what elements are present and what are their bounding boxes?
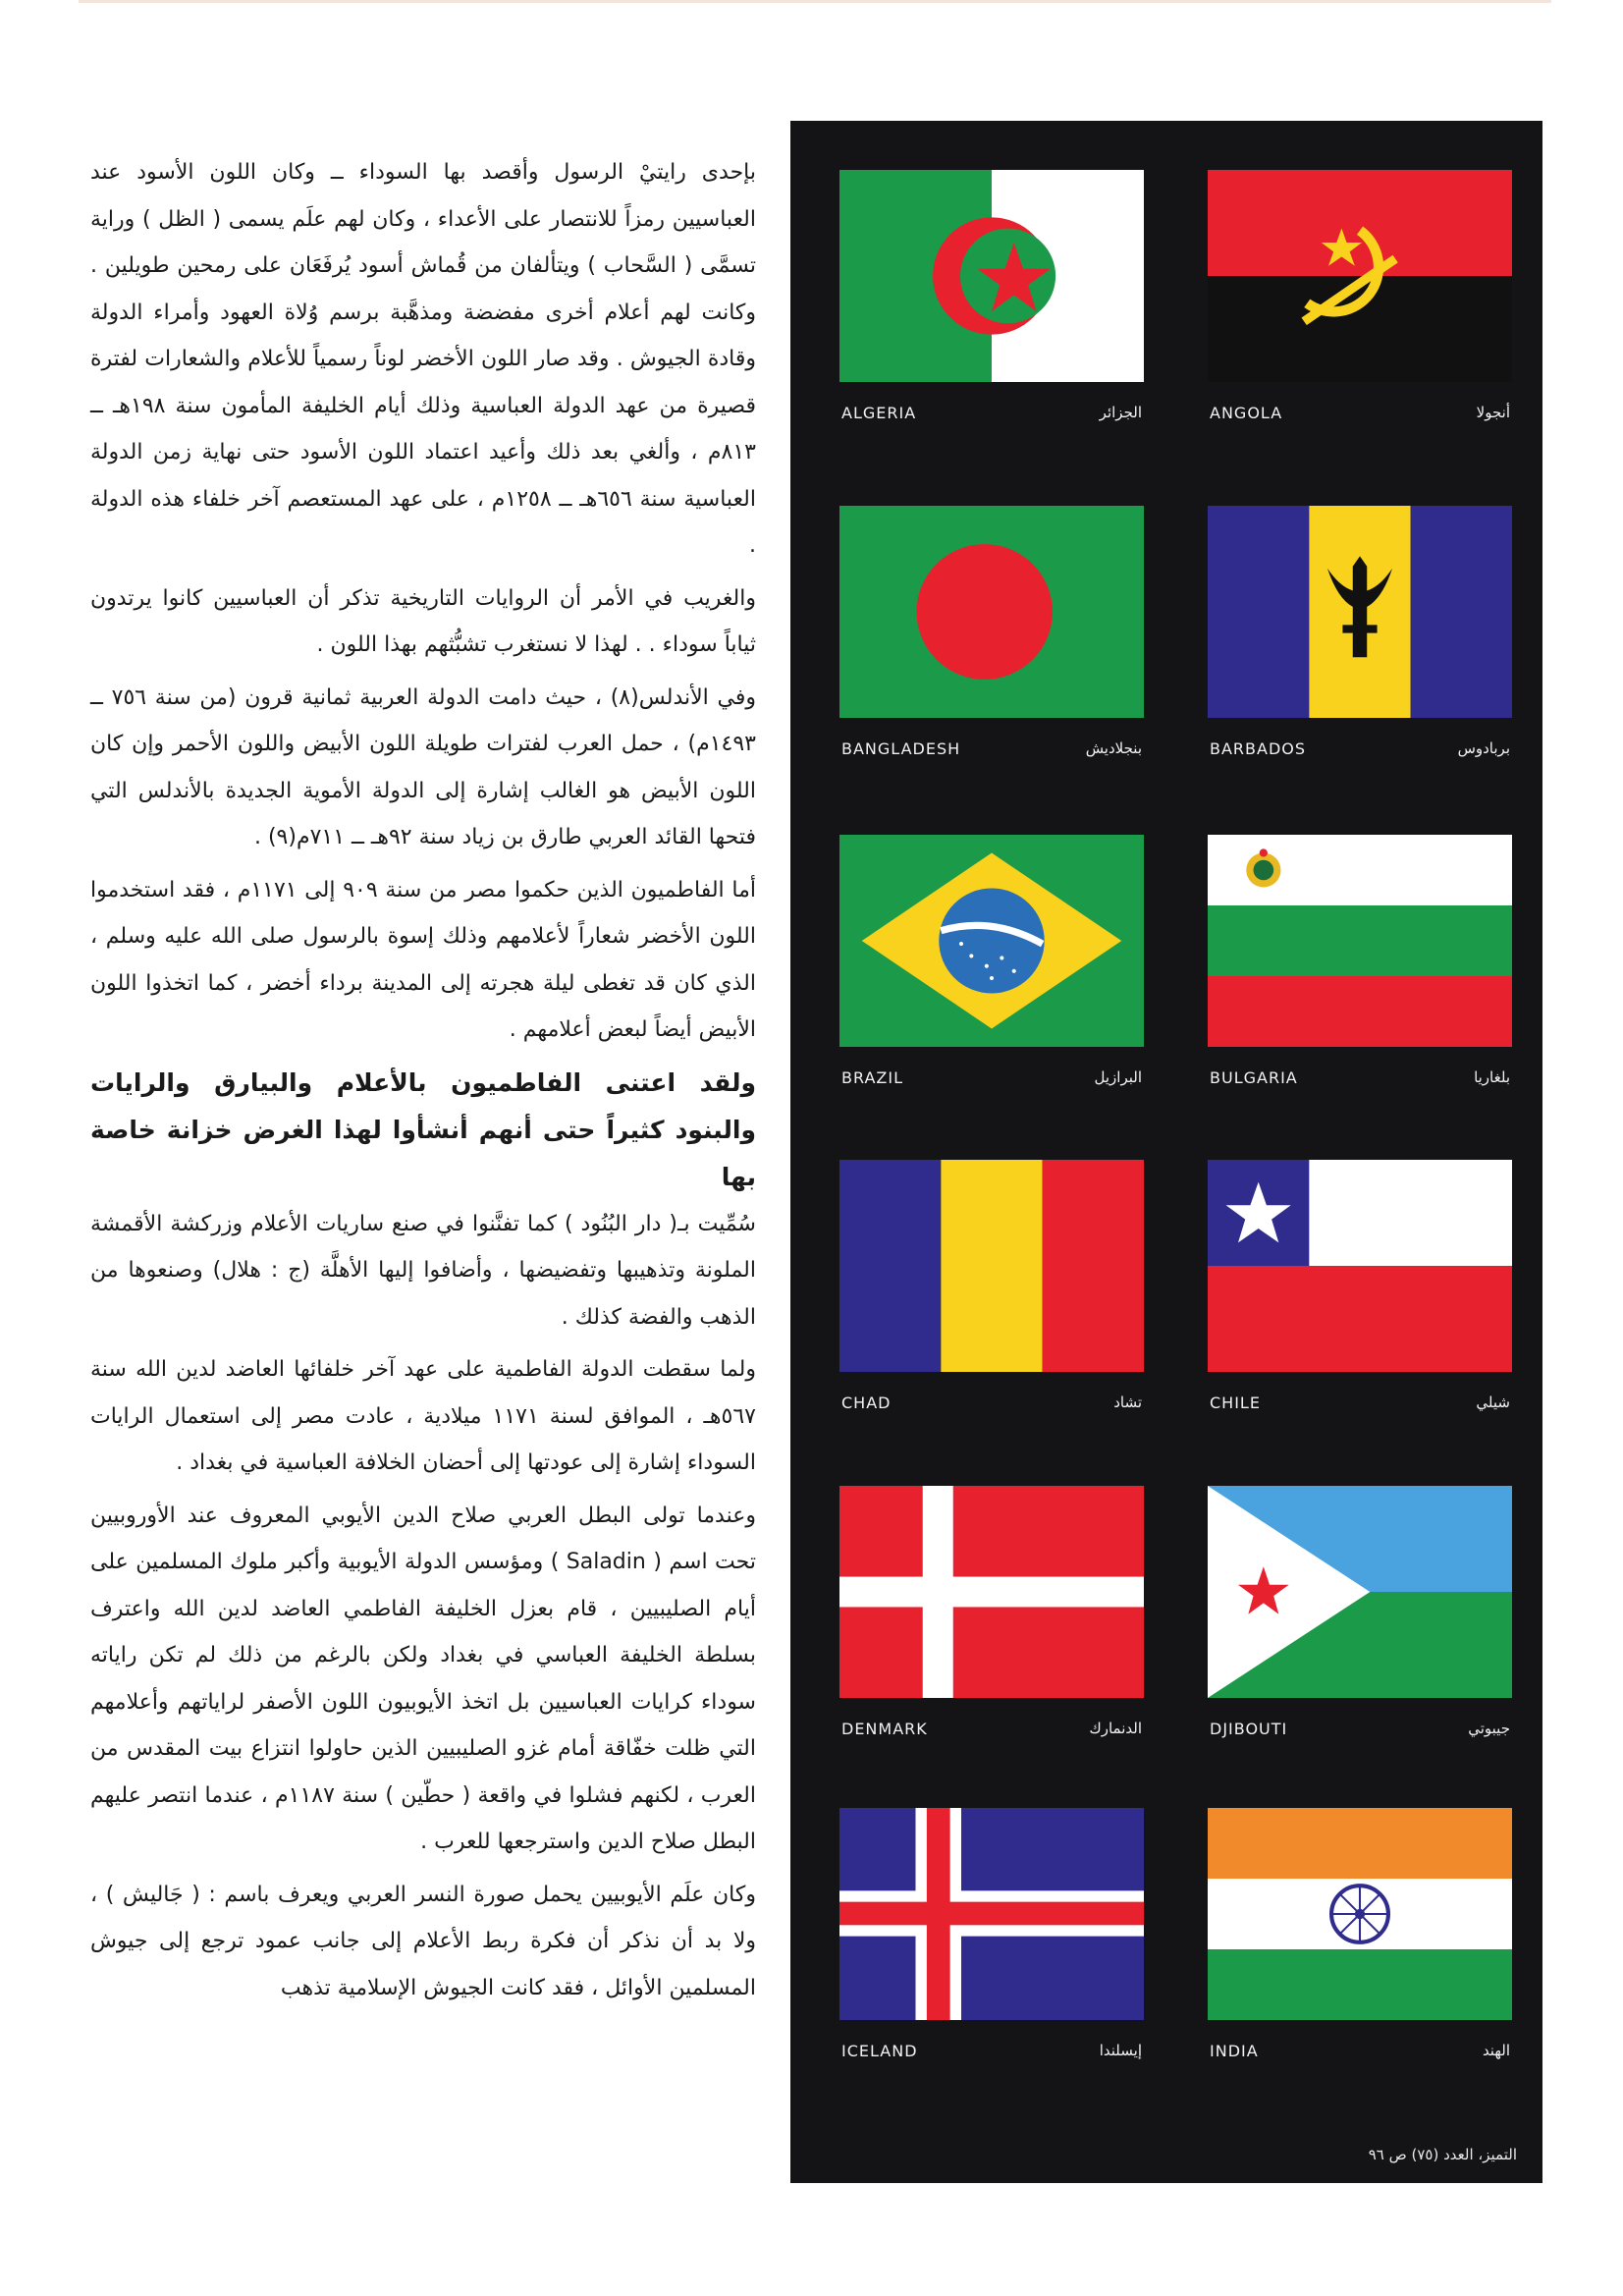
flag-cell-algeria [839,170,1144,429]
flag-name-ar: الهند [1482,2042,1510,2059]
flag-cell-chad [839,1160,1144,1419]
flag-label-iceland [839,2042,1144,2067]
flag-name-ar: بنجلاديش [1085,739,1142,757]
flag-cell-iceland [839,1808,1144,2067]
flag-label-bangladesh [839,739,1144,765]
paragraph-fall-fatimids: ولما سقطت الدولة الفاطمية على عهد آخر خلفائها العاضد لدين الله سنة ٥٦٧هـ ، الموافق لسنة ١١٧١ ميلادية ، عادت مصر إلى استعمال الرايات السوداء إشارة إلى عودتها إلى أحضان الخلافة العباسية في بغداد . [90,1357,756,1475]
flag-name-ar: أنجولا [1476,404,1510,421]
flags-panel [790,121,1542,2183]
flag-cell-chile [1208,1160,1512,1419]
flag-name-en: BANGLADESH [841,739,961,758]
paragraph-fatimid-banners: ولقد اعتنى الفاطميون بالأعلام والبيارق والرايات والبنود كثيراً حتى أنهم أنشأوا لهذا الغرض خزانة خاصة بها [90,1067,756,1191]
flag-label-brazil [839,1068,1144,1094]
flag-chad [839,1160,1144,1372]
flag-label-chad [839,1394,1144,1419]
flag-label-algeria [839,404,1144,429]
paragraph-fatimids: أما الفاطميون الذين حكموا مصر من سنة ٩٠٩ إلى ١١٧١م ، فقد استخدموا اللون الأخضر شعاراً لأعلامهم وذلك إسوة بالرسول صلى الله عليه وسلم ، الذي كان قد تغطى ليلة هجرته إلى المدينة برداء أخضر ، كما اتخذوا اللون الأبيض أيضاً لبعض أعلامهم . [90,877,756,1042]
flag-cell-bangladesh [839,506,1144,765]
flag-label-india [1208,2042,1512,2067]
flag-label-angola [1208,404,1512,429]
page-footer: التميز، العدد (٧٥) ص ٩٦ [1368,2146,1517,2163]
article-text [90,149,756,2017]
flag-label-bulgaria [1208,1068,1512,1094]
flag-name-ar: تشاد [1113,1394,1142,1411]
flag-name-ar: البرازيل [1094,1068,1142,1086]
flag-brazil [839,835,1144,1047]
flag-denmark [839,1486,1144,1698]
flag-name-en: INDIA [1210,2042,1259,2060]
paragraph-ayyubid-flag: وكان علَم الأيوبيين يحمل صورة النسر العربي ويعرف باسم : ( جَاليش ) ، ولا بد أن نذكر أن فكرة ربط الأعلام إلى جانب عمود ترجع إلى جيوش المسلمين الأوائل ، فقد كانت الجيوش الإسلامية تذهب [90,1882,756,2000]
paragraph-black-clothes: والغريب في الأمر أن الروايات التاريخية تذكر أن العباسيين كانوا يرتدون ثياباً سوداء . . لهذا لا نستغرب تشبُّثهم بهذا اللون . [90,585,756,657]
flag-name-en: BARBADOS [1210,739,1307,758]
flag-name-en: BRAZIL [841,1068,903,1087]
flag-name-en: BULGARIA [1210,1068,1298,1087]
flag-djibouti [1208,1486,1512,1698]
flag-name-ar: بربادوس [1457,739,1510,757]
flag-algeria [839,170,1144,382]
flag-label-denmark [839,1720,1144,1745]
flag-angola [1208,170,1512,382]
flag-name-en: ALGERIA [841,404,917,422]
flag-bulgaria [1208,835,1512,1047]
flag-chile [1208,1160,1512,1372]
flag-cell-djibouti [1208,1486,1512,1745]
flag-name-en: DENMARK [841,1720,928,1738]
flag-cell-brazil [839,835,1144,1094]
flag-iceland [839,1808,1144,2020]
top-rule [79,0,1551,3]
flag-cell-india [1208,1808,1512,2067]
paragraph-andalus: وفي الأندلس(٨) ، حيث دامت الدولة العربية ثمانية قرون (من سنة ٧٥٦ ــ ١٤٩٣م) ، حمل العرب لفترات طويلة اللون الأبيض واللون الأحمر وإن كان اللون الأبيض هو الغالب إشارة إلى الدولة الأموية الجديدة بالأندلس التي فتحها القائد العربي طارق بن زياد سنة ٩٢هـ ــ ٧١١م(٩) . [90,684,756,849]
paragraph-saladin: وعندما تولى البطل العربي صلاح الدين الأيوبي المعروف عند الأوروبيين تحت اسم ( Saladin ) ومؤسس الدولة الأيوبية وأكبر ملوك المسلمين على أيام الصليبيين ، قام بعزل الخليفة الفاطمي العاضد لدين الله واعترف بسلطة الخليفة العباسي في بغداد ولكن بالرغم من ذلك لم تكن راياته سوداء كرايات العباسيين بل اتخذ الأيوبيون اللون الأصفر لراياتهم وأعلامهم التي ظلت خفّاقة أمام غزو الصليبيين الذين حاولوا انتزاع بيت المقدس من العرب ، لكنهم فشلوا في واقعة ( حطّين ) سنة ١١٨٧م ، عندما انتصر عليهم البطل صلاح الدين واسترجعها للعرب . [90,1503,756,1854]
flag-name-ar: الجزائر [1099,404,1142,421]
flag-barbados [1208,506,1512,718]
flag-name-ar: الدنمارك [1089,1720,1142,1737]
flag-bangladesh [839,506,1144,718]
flag-name-en: DJIBOUTI [1210,1720,1288,1738]
flag-name-ar: بلغاريا [1474,1068,1510,1086]
flag-cell-denmark [839,1486,1144,1745]
flag-name-en: CHILE [1210,1394,1261,1412]
flag-cell-barbados [1208,506,1512,765]
flag-name-en: ICELAND [841,2042,918,2060]
flag-name-ar: جيبوتي [1468,1720,1510,1737]
flag-india [1208,1808,1512,2020]
paragraph-dar-albunud: سُمِّيت بـ( دار البُنُود ) كما تفنَّنوا في صنع ساريات الأعلام وزركشة الأقمشة الملونة وتذهيبها وتفضيضها ، وأضافوا إليها الأهلَّة (ج : هلال) وصنعوها من الذهب والفضة كذلك . [90,1211,756,1330]
flag-label-djibouti [1208,1720,1512,1745]
flag-cell-angola [1208,170,1512,429]
flag-cell-bulgaria [1208,835,1512,1094]
flag-label-barbados [1208,739,1512,765]
flag-name-ar: إيسلندا [1099,2042,1142,2059]
paragraph-abbasids: بإحدى رايتيْ الرسول وأقصد بها السوداء ــ وكان اللون الأسود عند العباسيين رمزاً للانتصار على الأعداء ، وكان لهم علَم يسمى ( الظل ) وراية تسمَّى ( السَّحاب ) ويتألفان من قُماش أسود يُرفَعَان على رمحين طويلين . وكانت لهم أعلام أخرى مفضضة ومذهَّبة برسم وُلاة العهود وأمراء الدولة وقادة الجيوش . وقد صار اللون الأخضر لوناً رسمياً للأعلام والشعارات لفترة قصيرة من عهد الدولة العباسية وذلك أيام الخليفة المأمون سنة ١٩٨هـ ــ ٨١٣م ، وألغي بعد ذلك وأعيد اعتماد اللون الأسود حتى نهاية زمن الدولة العباسية سنة ٦٥٦هـ ــ ١٢٥٨م ، على عهد المستعصم آخر خلفاء هذه الدولة . [90,160,757,558]
flag-name-en: CHAD [841,1394,892,1412]
flag-label-chile [1208,1394,1512,1419]
flag-name-en: ANGOLA [1210,404,1283,422]
flag-name-ar: شيلي [1476,1394,1510,1411]
